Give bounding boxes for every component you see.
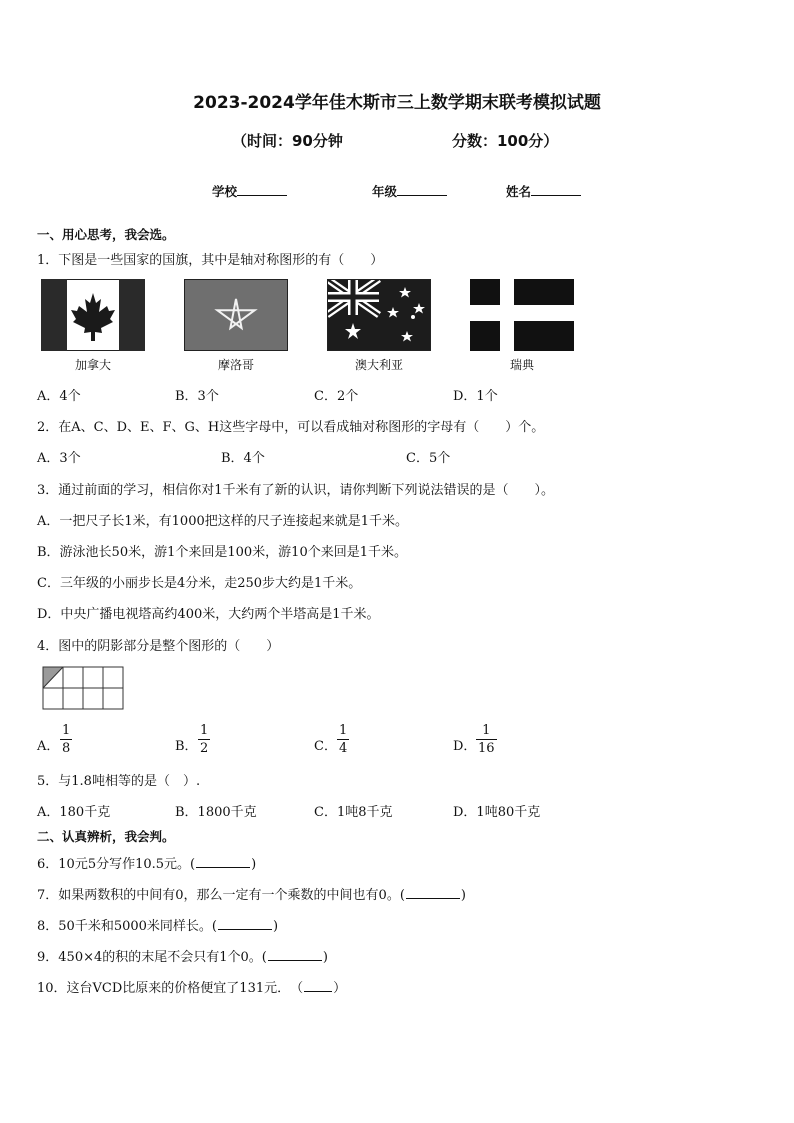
exam-score: 分数：100分） bbox=[452, 132, 559, 150]
fraction-numerator: 1 bbox=[476, 722, 497, 740]
q10-answer-blank[interactable] bbox=[304, 979, 332, 992]
question-2: 2．在A、C、D、E、F、G、H这些字母中，可以看成轴对称图形的字母有（ ）个。 bbox=[37, 420, 545, 435]
flag-label-canada: 加拿大 bbox=[74, 358, 111, 372]
q4-option-b-fraction[interactable] bbox=[198, 722, 210, 757]
flag-label-sweden: 瑞典 bbox=[509, 358, 534, 372]
q6-text: 6．10元5分写作10.5元。( bbox=[37, 857, 196, 872]
q7-close: ) bbox=[460, 888, 466, 903]
q4-option-a-letter[interactable]: A． bbox=[37, 739, 60, 754]
question-9 bbox=[37, 946, 328, 965]
q8-text: 8．50千米和5000米同样长。( bbox=[37, 919, 217, 934]
fraction-denominator: 16 bbox=[478, 741, 495, 756]
q4-option-b-letter[interactable]: B． bbox=[175, 739, 198, 754]
q1-option-a[interactable]: A．4个 bbox=[37, 389, 81, 404]
page-title: 2023-2024学年佳木斯市三上数学期末联考模拟试题 bbox=[193, 93, 601, 113]
q5-option-a[interactable]: A．180千克 bbox=[37, 805, 111, 820]
q7-answer-blank[interactable] bbox=[406, 886, 460, 899]
section1-heading: 一、用心思考，我会选。 bbox=[37, 227, 175, 242]
q4-option-d-fraction[interactable] bbox=[476, 722, 497, 757]
q3-option-c[interactable]: C．三年级的小丽步长是4分米，走250步大约是1千米。 bbox=[37, 576, 362, 591]
q7-text: 7．如果两数积的中间有0，那么一定有一个乘数的中间也有0。( bbox=[37, 888, 405, 903]
q1-option-b[interactable]: B．3个 bbox=[175, 389, 219, 404]
q2-option-b[interactable]: B．4个 bbox=[221, 451, 265, 466]
grade-field[interactable] bbox=[372, 182, 447, 200]
school-field[interactable] bbox=[212, 182, 287, 200]
question-10 bbox=[37, 977, 346, 996]
fraction-numerator: 1 bbox=[200, 723, 209, 738]
q6-close: ) bbox=[251, 857, 257, 872]
q8-answer-blank[interactable] bbox=[218, 917, 272, 930]
q1-option-c[interactable]: C．2个 bbox=[314, 389, 359, 404]
grade-blank[interactable] bbox=[397, 183, 447, 196]
q1-option-d[interactable]: D．1个 bbox=[453, 389, 498, 404]
q3-option-b[interactable]: B．游泳池长50米，游1个来回是100米，游10个来回是1千米。 bbox=[37, 545, 407, 560]
q3-option-a[interactable]: A．一把尺子长1米，有1000把这样的尺子连接起来就是1千米。 bbox=[37, 514, 409, 529]
q6-answer-blank[interactable] bbox=[196, 855, 250, 868]
name-field[interactable] bbox=[506, 182, 581, 200]
q4-option-c-letter[interactable]: C． bbox=[314, 739, 337, 754]
school-blank[interactable] bbox=[237, 183, 287, 196]
fraction-numerator: 1 bbox=[62, 723, 71, 738]
canada-flag-image bbox=[41, 279, 145, 351]
q5-option-c[interactable]: C．1吨8千克 bbox=[314, 805, 393, 820]
q10-text: 10．这台VCD比原来的价格便宜了131元． （ bbox=[37, 981, 304, 996]
question-8 bbox=[37, 915, 278, 934]
q9-answer-blank[interactable] bbox=[268, 948, 322, 961]
flag-label-australia: 澳大利亚 bbox=[354, 358, 403, 372]
q3-option-d[interactable]: D．中央广播电视塔高约400米，大约两个半塔高是1千米。 bbox=[37, 607, 380, 622]
fraction-denominator: 8 bbox=[62, 741, 71, 756]
q4-option-a-fraction[interactable] bbox=[60, 722, 72, 757]
fraction-denominator: 4 bbox=[339, 741, 348, 756]
school-label: 学校 bbox=[212, 184, 238, 199]
q9-close: ) bbox=[322, 950, 328, 965]
question-3: 3．通过前面的学习，相信你对1千米有了新的认识，请你判断下列说法错误的是（ ）。 bbox=[37, 483, 555, 498]
q8-close: ) bbox=[272, 919, 279, 934]
q5-option-b[interactable]: B．1800千克 bbox=[175, 805, 257, 820]
question-7 bbox=[37, 884, 466, 903]
name-blank[interactable] bbox=[531, 183, 581, 196]
q2-option-c[interactable]: C．5个 bbox=[406, 451, 451, 466]
q9-text: 9．450×4的积的末尾不会只有1个0。( bbox=[37, 950, 267, 965]
question-5: 5．与1.8吨相等的是（ ）. bbox=[37, 774, 201, 789]
flag-label-morocco: 摩洛哥 bbox=[217, 358, 254, 372]
grade-label: 年级 bbox=[372, 184, 398, 199]
fraction-numerator: 1 bbox=[339, 723, 348, 738]
exam-time: （时间：90分钟 bbox=[232, 132, 343, 150]
fraction-denominator: 2 bbox=[200, 741, 209, 756]
q10-close: ） bbox=[333, 981, 347, 996]
q4-option-c-fraction[interactable] bbox=[337, 722, 349, 757]
australia-flag-image bbox=[327, 279, 431, 351]
q4-option-d-letter[interactable]: D． bbox=[453, 739, 477, 754]
question-1: 1．下图是一些国家的国旗，其中是轴对称图形的有（ ） bbox=[37, 253, 384, 268]
question-4: 4．图中的阴影部分是整个图形的（ ） bbox=[37, 639, 280, 654]
question-6 bbox=[37, 853, 256, 872]
name-label: 姓名 bbox=[506, 184, 532, 199]
section2-heading: 二、认真辨析，我会判。 bbox=[37, 829, 175, 844]
q2-option-a[interactable]: A．3个 bbox=[37, 451, 81, 466]
q5-option-d[interactable]: D．1吨80千克 bbox=[453, 805, 541, 820]
sweden-flag-image bbox=[470, 279, 574, 351]
shaded-grid-figure bbox=[42, 666, 124, 710]
morocco-flag-image bbox=[184, 279, 288, 351]
